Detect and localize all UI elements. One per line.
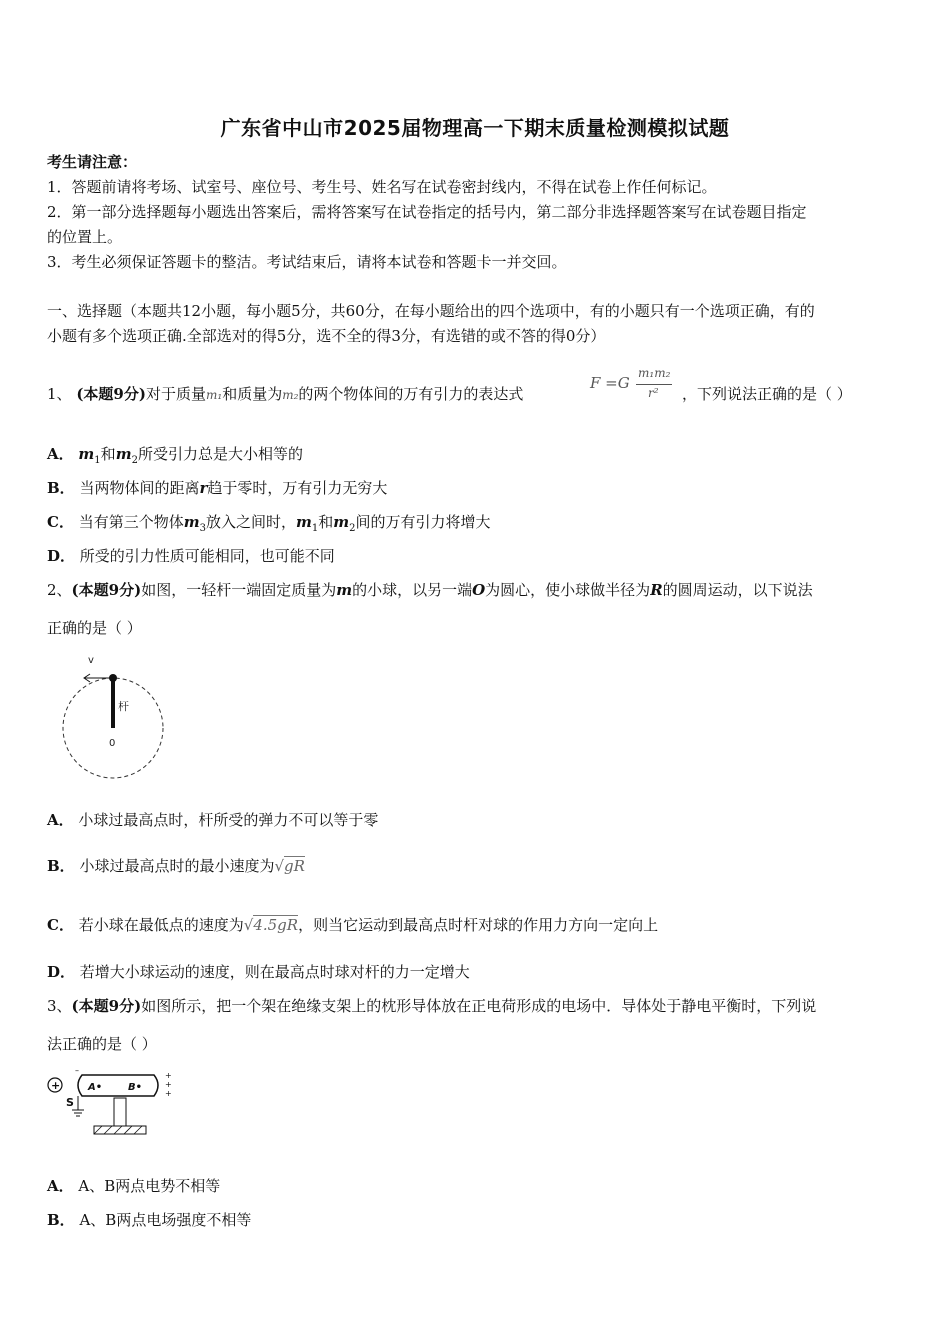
positive-charge-sign: + <box>51 1079 61 1092</box>
q2-option-b[interactable]: B． 小球过最高点时的最小速度为√gR <box>47 857 305 875</box>
notice-heading: 考生请注意： <box>47 153 138 171</box>
center-label: 0 <box>109 738 116 749</box>
minus-signs: – <box>75 1068 79 1075</box>
math-4-5gR: 4.5gR <box>253 916 299 934</box>
q1-option-d[interactable]: D． 所受的引力性质可能相同，也可能不同 <box>47 547 335 565</box>
rod <box>111 678 115 728</box>
sqrt-icon: √ <box>243 916 254 934</box>
q3-option-b[interactable]: B． A、B两点电场强度不相等 <box>47 1211 252 1229</box>
notice-item-3: 3．考生必须保证答题卡的整洁。考试结束后，请将本试卷和答题卡一并交回。 <box>47 253 567 271</box>
q3-option-a[interactable]: A． A、B两点电势不相等 <box>47 1177 221 1195</box>
q2-option-d[interactable]: D． 若增大小球运动的速度，则在最高点时球对杆的力一定增大 <box>47 963 470 981</box>
page-title: 广东省中山市2025届物理高一下期末质量检测模拟试题 <box>220 116 730 140</box>
q1-option-b[interactable]: B． 当两物体间的距离r趋于零时，万有引力无穷大 <box>47 479 388 497</box>
formula-denominator: r² <box>648 386 659 400</box>
fraction-bar <box>636 384 672 385</box>
sqrt-icon: √ <box>274 857 285 875</box>
plus-signs: + <box>165 1071 172 1080</box>
math-m2: m₂ <box>282 388 299 402</box>
q2-option-a[interactable]: A． 小球过最高点时，杆所受的弹力不可以等于零 <box>47 811 379 829</box>
formula-lhs: F =G <box>590 374 630 392</box>
q1-option-a[interactable]: A． $m_1$和$m_2$所受引力总是大小相等的 <box>47 445 303 466</box>
velocity-label: v <box>88 655 94 666</box>
q2-option-c[interactable]: C． 若小球在最低点的速度为√4.5gR，则当它运动到最高点时杆对球的作用力方向一定向上 <box>47 916 659 934</box>
notice-item-2: 2．第一部分选择题每小题选出答案后，需将答案写在试卷指定的括号内，第二部分非选择题答案写在试卷题目指定 <box>47 203 807 221</box>
question-2-stem: 2、(本题9分)如图，一轻杆一端固定质量为m的小球，以另一端O为圆心，使小球做半径为R的圆周运动，以下说法 <box>47 581 813 599</box>
question-3-stem: 3、(本题9分)如图所示，把一个架在绝缘支架上的枕形导体放在正电荷形成的电场中．导体处于静电平衡时，下列说 <box>47 997 817 1015</box>
section-header-line1: 一、选择题（本题共12小题，每小题5分，共60分，在每小题给出的四个选项中，有的小题只有一个选项正确，有的 <box>47 302 815 320</box>
question-2-stem-cont: 正确的是（ ） <box>47 619 142 637</box>
section-header-line2: 小题有多个选项正确.全部选对的得5分，选不全的得3分，有选错的或不答的得0分） <box>47 327 606 345</box>
insulating-stand <box>114 1098 126 1126</box>
rod-circle-figure <box>55 648 180 793</box>
question-3-stem-cont: 法正确的是（ ） <box>47 1035 157 1053</box>
math-m1: m₁ <box>205 388 223 402</box>
rod-label: 杆 <box>118 700 129 713</box>
conductor-figure <box>44 1068 184 1140</box>
question-1-stem: 1、 (本题9分)对于质量m₁和质量为m₂的两个物体间的万有引力的表达式 <box>47 385 524 403</box>
svg-text:+: + <box>165 1089 172 1098</box>
gravitation-formula <box>590 366 680 406</box>
question-1-stem-tail: ，下列说法正确的是（ ） <box>682 385 852 403</box>
q1-option-c[interactable]: C． 当有第三个物体$m_3$放入之间时，$m_1$和$m_2$间的万有引力将增大 <box>47 513 491 534</box>
point-b-label: B• <box>128 1082 143 1093</box>
point-a-label: A• <box>88 1082 103 1093</box>
switch-label: S <box>66 1096 74 1109</box>
svg-text:+: + <box>165 1080 172 1089</box>
math-gR: gR <box>284 857 305 875</box>
notice-item-1: 1．答题前请将考场、试室号、座位号、考生号、姓名写在试卷密封线内，不得在试卷上作任何标记。 <box>47 178 717 196</box>
notice-item-2-cont: 的位置上。 <box>47 228 123 246</box>
formula-numerator: m₁m₂ <box>638 366 671 380</box>
question-number: 1、 <box>47 385 72 403</box>
question-score: (本题9分) <box>76 385 146 403</box>
